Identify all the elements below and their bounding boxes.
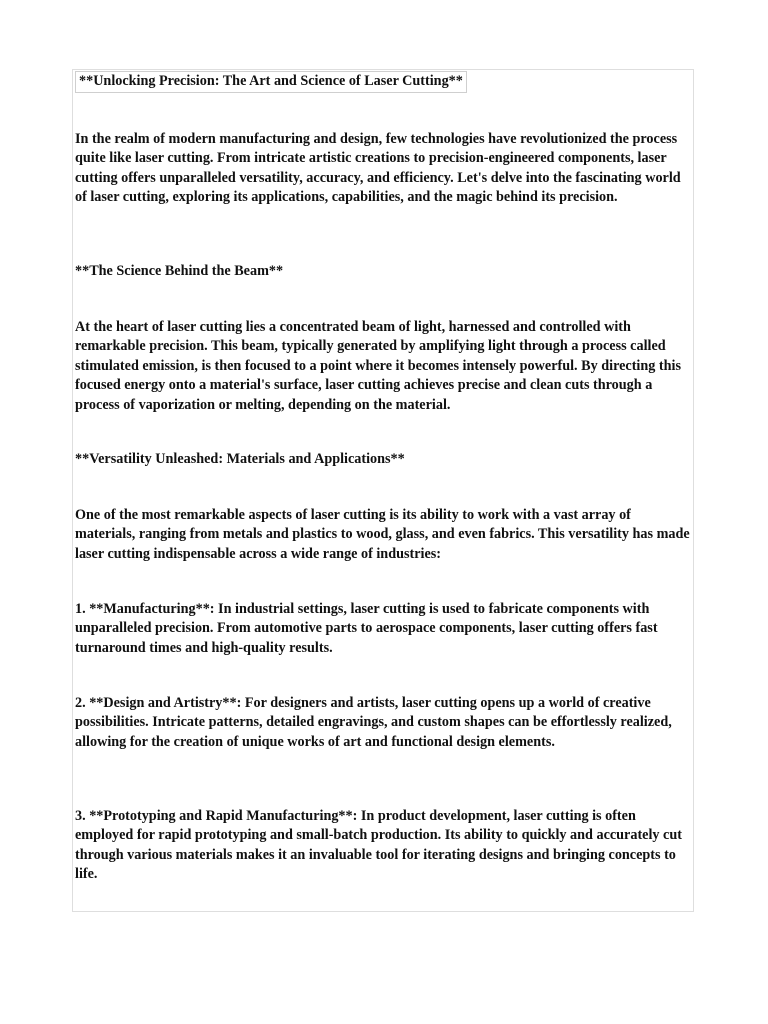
versatility-paragraph: One of the most remarkable aspects of laser cutting is its ability to work with a vast array of materials, ranging from metals and plastics to wood, glass, and even fabrics. This versatility has made laser cutting indispensable across a wide range of industries: [75, 507, 690, 562]
document-title: **Unlocking Precision: The Art and Science of Laser Cutting** [75, 71, 467, 93]
list-item-prototyping: 3. **Prototyping and Rapid Manufacturing**: In product development, laser cutting is often employed for rapid prototyping and small-batch production. Its ability to quickly and accurately cut through various materials makes it an invaluable tool for iterating designs and bringing concepts to life. [75, 808, 682, 883]
science-paragraph: At the heart of laser cutting lies a concentrated beam of light, harnessed and controlled with remarkable precision. This beam, typically generated by amplifying light through a process called stimulated emission, is then focused to a point where it becomes intensely powerful. By directing this focused energy onto a material's surface, laser cutting achieves precise and clean cuts through a process of vaporization or melting, depending on the material. [75, 319, 681, 413]
section-heading-science: **The Science Behind the Beam** [75, 263, 284, 279]
intro-paragraph: In the realm of modern manufacturing and design, few technologies have revolutionized the process quite like laser cutting. From intricate artistic creations to precision-engineered components, laser cutting offers unparalleled versatility, accuracy, and efficiency. Let's delve into the fascinating world of laser cutting, exploring its applications, capabilities, and the magic behind its precision. [75, 131, 681, 206]
list-item-design-artistry: 2. **Design and Artistry**: For designers and artists, laser cutting opens up a world of creative possibilities. Intricate patterns, detailed engravings, and custom shapes can be effortlessly realized, allowing for the creation of unique works of art and functional design elements. [75, 695, 672, 750]
section-heading-versatility: **Versatility Unleashed: Materials and Applications** [75, 451, 405, 467]
document-page [72, 69, 694, 912]
list-item-manufacturing: 1. **Manufacturing**: In industrial settings, laser cutting is used to fabricate components with unparalleled precision. From automotive parts to aerospace components, laser cutting offers fast turnaround times and high-quality results. [75, 601, 658, 656]
